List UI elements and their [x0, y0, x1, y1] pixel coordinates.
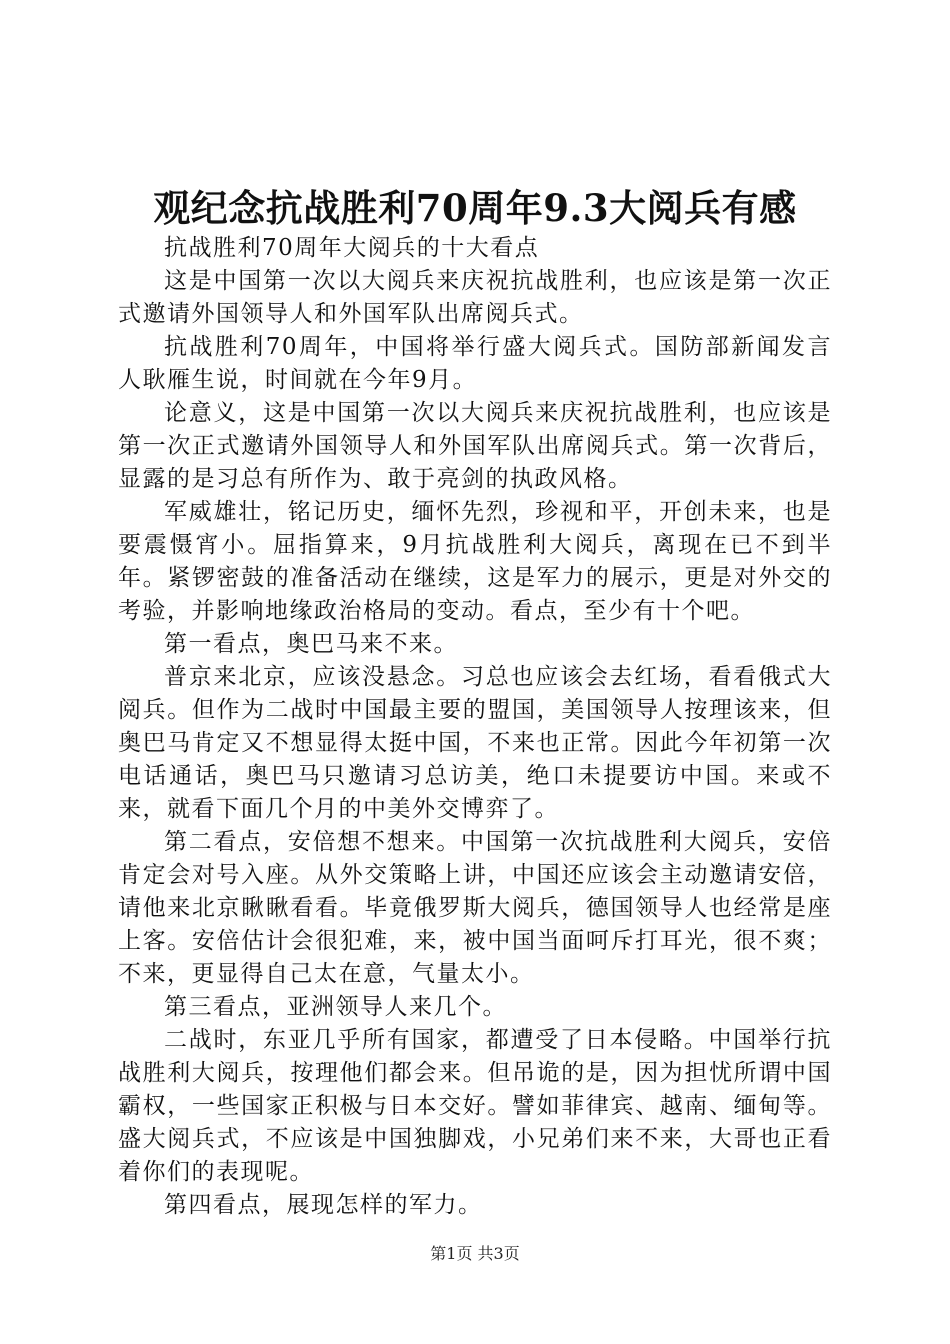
paragraph-10: 二战时，东亚几乎所有国家，都遭受了日本侵略。中国举行抗战胜利大阅兵，按理他们都会来。但吊诡的是，因为担忧所谓中国霸权，一些国家正积极与日本交好。譬如菲律宾、越南、缅甸等。盛大阅兵式，不应该是中国独脚戏，小兄弟们来不来，大哥也正看着你们的表现呢。	[118, 1027, 832, 1185]
paragraph-11: 第四看点，展现怎样的军力。	[164, 1192, 483, 1218]
paragraph-5: 军威雄壮，铭记历史，缅怀先烈，珍视和平，开创未来，也是要震慑宵小。屈指算来，9月抗战胜利大阅兵，离现在已不到半年。紧锣密鼓的准备活动在继续，这是军力的展示，更是对外交的考验，并影响地缘政治格局的变动。看点，至少有十个吧。	[118, 499, 832, 624]
document-body	[118, 232, 832, 1222]
paragraph-3: 抗战胜利70周年，中国将举行盛大阅兵式。国防部新闻发言人耿雁生说，时间就在今年9月。	[118, 334, 832, 393]
paragraph-9: 第三看点，亚洲领导人来几个。	[164, 994, 507, 1020]
page-number-footer: 第1页 共3页	[430, 1244, 520, 1263]
paragraph-4: 论意义，这是中国第一次以大阅兵来庆祝抗战胜利，也应该是第一次正式邀请外国领导人和外国军队出席阅兵式。第一次背后，显露的是习总有所作为、敢于亮剑的执政风格。	[118, 400, 832, 492]
paragraph-7: 普京来北京，应该没悬念。习总也应该会去红场，看看俄式大阅兵。但作为二战时中国最主要的盟国，美国领导人按理该来，但奥巴马肯定又不想显得太挺中国，不来也正常。因此今年初第一次电话通话，奥巴马只邀请习总访美，绝口未提要访中国。来或不来，就看下面几个月的中美外交博弈了。	[118, 664, 832, 822]
paragraph-2: 这是中国第一次以大阅兵来庆祝抗战胜利，也应该是第一次正式邀请外国领导人和外国军队出席阅兵式。	[118, 268, 832, 327]
paragraph-6: 第一看点，奥巴马来不来。	[164, 631, 458, 657]
document-title: 观纪念抗战胜利70周年9.3大阅兵有感	[153, 186, 797, 230]
paragraph-8: 第二看点，安倍想不想来。中国第一次抗战胜利大阅兵，安倍肯定会对号入座。从外交策略上讲，中国还应该会主动邀请安倍，请他来北京瞅瞅看看。毕竟俄罗斯大阅兵，德国领导人也经常是座上客。安倍估计会很犯难，来，被中国当面呵斥打耳光，很不爽；不来，更显得自己太在意，气量太小。	[118, 829, 832, 987]
paragraph-1: 抗战胜利70周年大阅兵的十大看点	[164, 235, 540, 261]
